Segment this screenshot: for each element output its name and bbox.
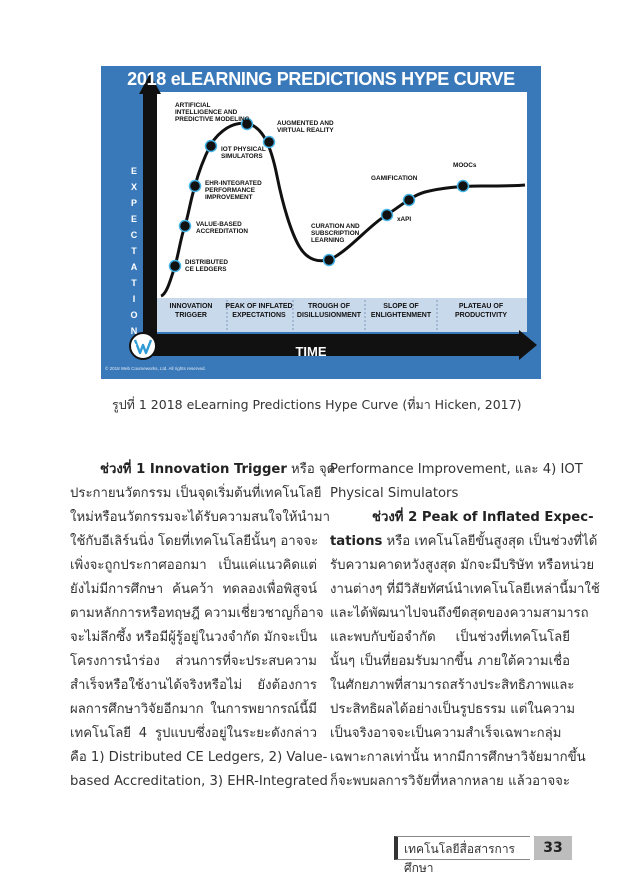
y-axis-letter: A	[130, 262, 138, 272]
hype-curve-figure	[101, 66, 541, 379]
y-axis-bar	[143, 90, 157, 338]
point-distributed-ce-ledgers	[170, 261, 181, 272]
body-line: และได้พัฒนาไปจนถึงขีดสุดของความสามารถ	[330, 606, 589, 621]
phase-trough-of-disillusionment: TROUGH OF DISILLUSIONMENT	[296, 303, 362, 319]
phase-innovation-trigger: INNOVATION TRIGGER	[169, 303, 213, 319]
phase-peak-of-inflated-expectations: PEAK OF INFLATED EXPECTATIONS	[225, 303, 293, 319]
y-axis-letter: T	[131, 278, 137, 288]
point-value-based-accreditation	[180, 221, 191, 232]
phase-plateau-of-productivity: PLATEAU OF PRODUCTIVITY	[454, 303, 508, 319]
point-curation-subscription	[324, 255, 335, 266]
y-axis-letter: T	[131, 246, 137, 256]
section-1-heading: ช่วงที่ 1 Innovation Trigger	[100, 462, 287, 477]
body-line: ประกายนวัตกรรม เป็นจุดเริ่มต้นที่เทคโนโลยี	[70, 486, 322, 501]
label-augmented-virtual-reality: AUGMENTED AND VIRTUAL REALITY	[277, 120, 334, 135]
body-line: และพบกับข้อจำกัด เป็นช่วงที่เทคโนโลยี	[330, 630, 570, 645]
label-gamification: GAMIFICATION	[371, 175, 418, 182]
label-xapi: xAPI	[397, 216, 412, 223]
page-footer	[394, 836, 572, 875]
right-column	[330, 458, 600, 794]
body-line: งานต่างๆ ที่มีวิสัยทัศน์นำเทคโนโลยีเหล่านี้มาใช้	[330, 582, 600, 597]
body-line: Performance Improvement, และ 4) IOT	[330, 462, 583, 477]
body-line: ก็จะพบผลการวิจัยที่หลากหลาย แล้วอาจจะ	[330, 774, 570, 789]
label-ehr-integrated: EHR-INTEGRATED PERFORMANCE IMPROVEMENT	[205, 180, 262, 202]
y-axis-letter: E	[130, 214, 137, 224]
y-axis-letter: I	[132, 294, 136, 304]
body-line: เทคโนโลยี 4 รูปแบบซึ่งอยู่ในระยะดังกล่าว	[70, 726, 317, 741]
body-line: เฉพาะกาลเท่านั้น หากมีการศึกษาวิจัยมากขึ้น	[330, 750, 586, 765]
body-line: จะไม่ลึกซึ้ง หรือมีผู้รู้อยู่ในวงจำกัด มักจะเป็น	[70, 630, 318, 645]
copyright-note: © 2018 Web Courseworks, Ltd. All rights reserved.	[105, 366, 206, 371]
section-2-heading: ช่วงที่ 2 Peak of Inflated Expec-	[372, 510, 594, 525]
section-2-heading-line	[330, 506, 594, 530]
x-axis-label: TIME	[295, 344, 327, 359]
point-moocs	[458, 181, 469, 192]
point-xapi	[382, 210, 393, 221]
figure-title: 2018 eLEARNING PREDICTIONS HYPE CURVE	[127, 69, 515, 89]
y-axis-letter: N	[130, 326, 138, 336]
left-column	[70, 458, 336, 794]
x-axis-arrow	[519, 330, 537, 360]
label-iot-physical-simulators: IOT PHYSICAL SIMULATORS	[221, 146, 266, 161]
page-number: 33	[534, 836, 572, 860]
body-line: based Accreditation, 3) EHR-Integrated	[70, 774, 328, 789]
y-axis-letter: X	[130, 182, 137, 192]
point-gamification	[404, 195, 415, 206]
label-curation-subscription: CURATION AND SUBSCRIPTION LEARNING	[311, 223, 360, 245]
point-iot-physical-simulators	[206, 141, 217, 152]
body-line: รับความคาดหวังสูงสุด มักจะมีบริษัท หรือหน่วย	[330, 558, 595, 573]
y-axis-letter: E	[130, 166, 137, 176]
point-ehr-integrated	[190, 181, 201, 192]
y-axis-letter: C	[130, 230, 138, 240]
y-axis-letter: P	[130, 198, 137, 208]
label-artificial-intelligence: ARTIFICIAL INTELLIGENCE AND PREDICTIVE MODELING	[175, 102, 250, 124]
phase-slope-of-enlightenment: SLOPE OF ENLIGHTENMENT	[370, 303, 432, 319]
body-line: คือ 1) Distributed CE Ledgers, 2) Value-	[70, 750, 328, 765]
y-axis-letter: S	[130, 342, 137, 352]
body-line: เป็นจริงอาจจะเป็นความสำเร็จเฉพาะกลุ่ม	[330, 726, 562, 741]
body-line: นั้นๆ เป็นที่ยอมรับมากขึ้น ภายใต้ความเชื่อ	[330, 654, 570, 669]
label-distributed-ce-ledgers: DISTRIBUTED CE LEDGERS	[185, 259, 228, 274]
body-line: Physical Simulators	[330, 486, 459, 501]
body-line: ประสิทธิผลได้อย่างเป็นรูปธรรม แต่ในความ	[330, 702, 576, 717]
label-value-based-accreditation: VALUE-BASED ACCREDITATION	[196, 221, 248, 236]
body-line: เพิ่งจะถูกประกาศออกมา เป็นแค่แนวคิดแต่	[70, 558, 317, 573]
footer-bar	[394, 836, 530, 875]
figure-caption: รูปที่ 1 2018 eLearning Predictions Hype Curve (ที่มา Hicken, 2017)	[112, 397, 522, 412]
body-line: ใหม่หรือนวัตกรรมจะได้รับความสนใจให้นำมา	[70, 510, 331, 525]
body-line: โครงการนำร่อง ส่วนการที่จะประสบความ	[70, 654, 317, 669]
body-line: ผลการศึกษาวิจัยอีกมาก ในการพยากรณ์นี้มี	[70, 702, 317, 717]
journal-name: เทคโนโลยีสื่อสารการศึกษา	[404, 842, 516, 875]
body-line: ใช้กับอีเลิร์นนิ่ง โดยที่เทคโนโลยีนั้นๆ อาจจะ	[70, 534, 319, 549]
left-first-line: ช่วงที่ 1 Innovation Trigger หรือ จุด	[100, 462, 336, 477]
body-line: tations หรือ เทคโนโลยีขั้นสูงสุด เป็นช่วงที่ได้	[330, 534, 598, 549]
body-line: ยังไม่มีการศึกษา ค้นคว้า ทดลองเพื่อพิสูจน์	[70, 582, 317, 597]
label-moocs: MOOCs	[453, 162, 477, 169]
body-line: ในศักยภาพที่สามารถสร้างประสิทธิภาพและ	[330, 678, 575, 693]
y-axis-letter: O	[130, 310, 138, 320]
body-line: สำเร็จหรือใช้งานได้จริงหรือไม่ ยังต้องการ	[70, 678, 317, 693]
body-line: ตามหลักการหรือทฤษฎี ความเชี่ยวชาญก็อาจ	[70, 606, 324, 621]
